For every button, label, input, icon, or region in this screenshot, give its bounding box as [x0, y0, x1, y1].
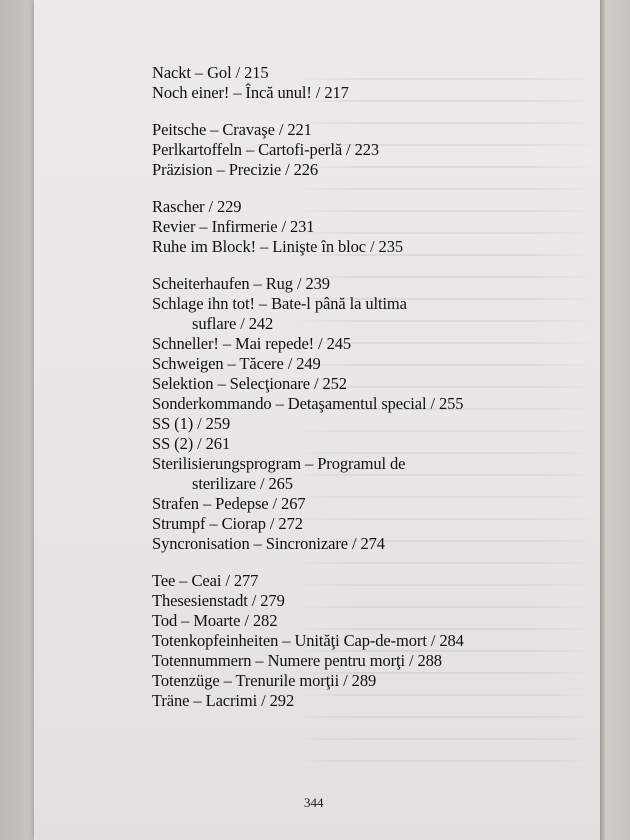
index-entry: Nackt – Gol / 215: [152, 63, 269, 82]
index-entry: Tee – Ceai / 277: [152, 571, 259, 590]
index-entry: Scheiterhaufen – Rug / 239: [152, 274, 330, 293]
index-entry-continuation: sterilizare / 265: [192, 474, 293, 493]
index-entry: Sterilisierungsprogram – Programul de: [152, 454, 406, 473]
index-entry: Rascher / 229: [152, 197, 242, 216]
index-entry: Thesesienstadt / 279: [152, 591, 285, 610]
group-spacer: [152, 257, 572, 274]
index-entry: SS (1) / 259: [152, 414, 231, 433]
index-entry: Perlkartoffeln – Cartofi-perlă / 223: [152, 140, 380, 159]
index-entry: Peitsche – Cravaşe / 221: [152, 120, 312, 139]
group-spacer: [152, 180, 572, 197]
index-entry: Strumpf – Ciorap / 272: [152, 514, 303, 533]
index-entry: Schneller! – Mai repede! / 245: [152, 334, 352, 353]
index-entry: Syncronisation – Sincronizare / 274: [152, 534, 385, 553]
page-edges: [600, 0, 630, 840]
book-gutter: [0, 0, 34, 840]
group-spacer: [152, 103, 572, 120]
index-entry: Totenkopfeinheiten – Unităţi Cap-de-mort / 284: [152, 631, 464, 650]
index-entry: Selektion – Selecţionare / 252: [152, 374, 347, 393]
index-entry: Strafen – Pedepse / 267: [152, 494, 306, 513]
index-entry: Präzision – Precizie / 226: [152, 160, 319, 179]
index-entry-continuation: suflare / 242: [192, 314, 274, 333]
index-entry: Schweigen – Tăcere / 249: [152, 354, 321, 373]
index-entries: [152, 63, 572, 711]
page-number: 344: [304, 795, 324, 810]
group-spacer: [152, 554, 572, 571]
index-entry: Totenzüge – Trenurile morţii / 289: [152, 671, 377, 690]
index-entry: Ruhe im Block! – Linişte în bloc / 235: [152, 237, 404, 256]
index-entry: Schlage ihn tot! – Bate-l până la ultima: [152, 294, 407, 313]
index-entry: Revier – Infirmerie / 231: [152, 217, 315, 236]
index-entry: Noch einer! – Încă unul! / 217: [152, 83, 349, 102]
index-entry: Sonderkommando – Detaşamentul special / 255: [152, 394, 464, 413]
index-entry: Totennummern – Numere pentru morţi / 288: [152, 651, 442, 670]
index-entry: SS (2) / 261: [152, 434, 231, 453]
index-entry: Tod – Moarte / 282: [152, 611, 278, 630]
index-entry: Träne – Lacrimi / 292: [152, 691, 295, 710]
